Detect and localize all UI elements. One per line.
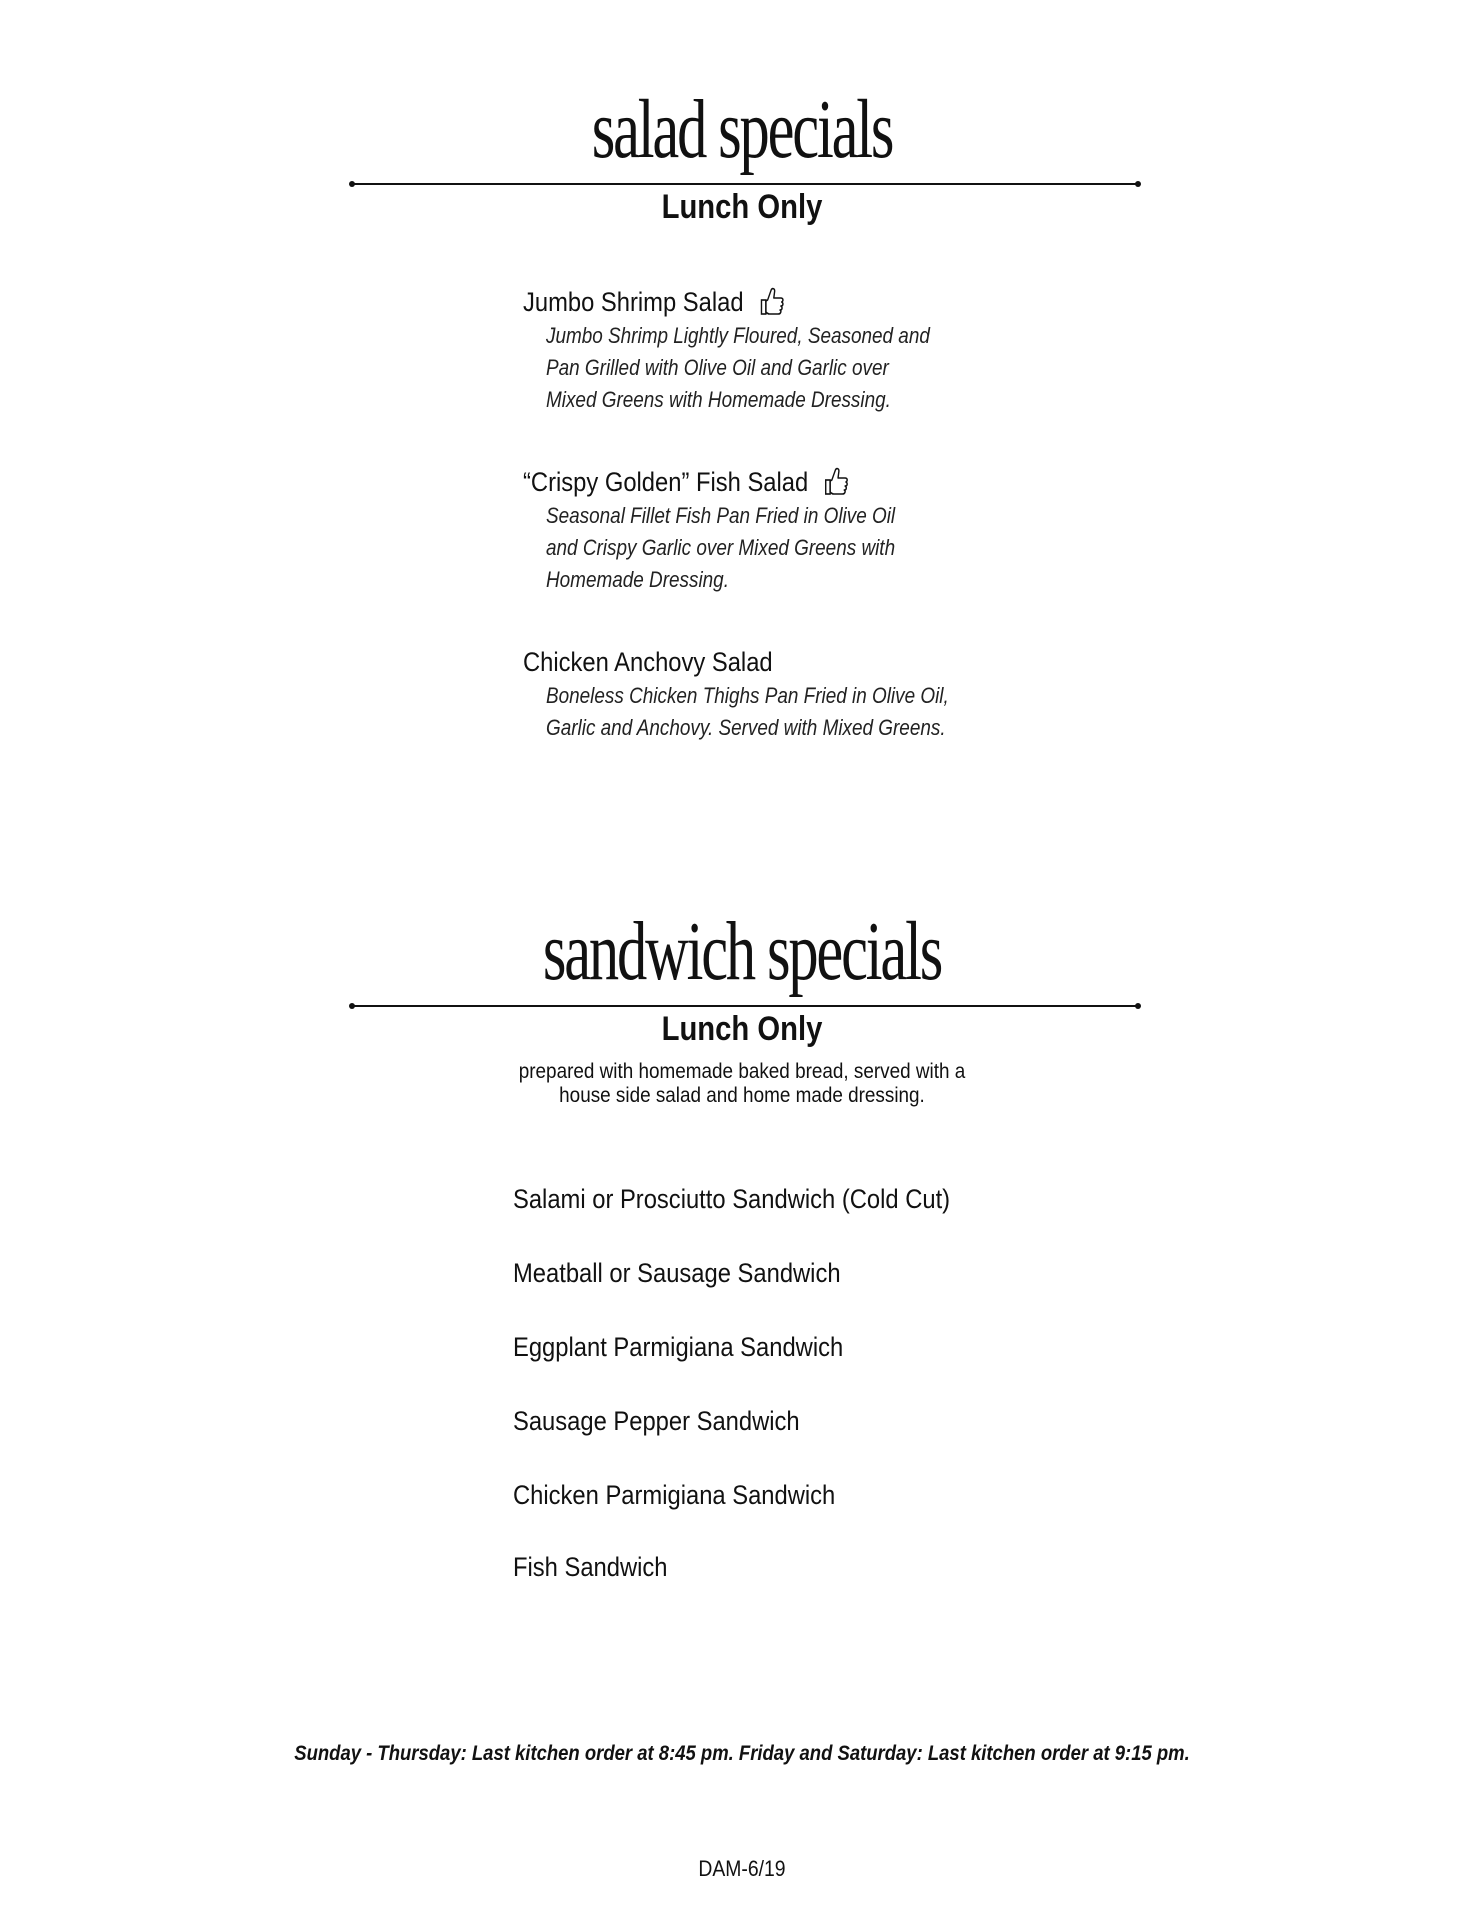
salad-item-description [546,500,895,596]
description-line: Pan Grilled with Olive Oil and Garlic over [546,355,889,380]
salad-title-divider [352,183,1138,185]
salad-item-description [546,320,930,416]
salad-item-name: Chicken Anchovy Salad [523,647,773,677]
description-line: Garlic and Anchovy. Served with Mixed Greens. [546,715,946,740]
sandwich-subtitle: Lunch Only [661,1010,823,1048]
salad-subtitle: Lunch Only [661,188,823,226]
sandwich-intro [74,1060,1410,1108]
salad-item-chicken-anchovy [523,646,1014,744]
sandwich-section-title: sandwich specials [542,905,942,998]
thumbs-up-icon [759,287,784,317]
description-line: and Crispy Garlic over Mixed Greens with [546,535,896,560]
salad-item-name: “Crispy Golden” Fish Salad [523,467,809,497]
intro-line: house side salad and home made dressing. [559,1084,925,1107]
description-line: Mixed Greens with Homemade Dressing. [546,387,891,412]
description-line: Jumbo Shrimp Lightly Floured, Seasoned and [546,323,930,348]
sandwich-item: Salami or Prosciutto Sandwich (Cold Cut) [513,1184,951,1214]
sandwich-item: Chicken Parmigiana Sandwich [513,1480,836,1510]
sandwich-item: Meatball or Sausage Sandwich [513,1258,841,1288]
description-line: Homemade Dressing. [546,567,729,592]
kitchen-hours-note: Sunday - Thursday: Last kitchen order at 8:45 pm. Friday and Saturday: Last kitchen order at 9:15 pm. [294,1742,1190,1765]
salad-item-crispy-golden-fish [523,466,952,596]
sandwich-title-divider [352,1005,1138,1007]
sandwich-item: Sausage Pepper Sandwich [513,1406,800,1436]
sandwich-item: Fish Sandwich [513,1552,668,1582]
salad-item-jumbo-shrimp [523,286,992,416]
description-line: Boneless Chicken Thighs Pan Fried in Olive Oil, [546,683,949,708]
description-line: Seasonal Fillet Fish Pan Fried in Olive Oil [546,503,896,528]
salad-item-name: Jumbo Shrimp Salad [523,287,744,317]
intro-line: prepared with homemade baked bread, served with a [518,1060,966,1083]
thumbs-up-icon [824,467,849,497]
sandwich-item: Eggplant Parmigiana Sandwich [513,1332,844,1362]
salad-item-description [546,680,949,744]
menu-code: DAM-6/19 [698,1856,786,1881]
salad-section-title: salad specials [591,83,893,176]
